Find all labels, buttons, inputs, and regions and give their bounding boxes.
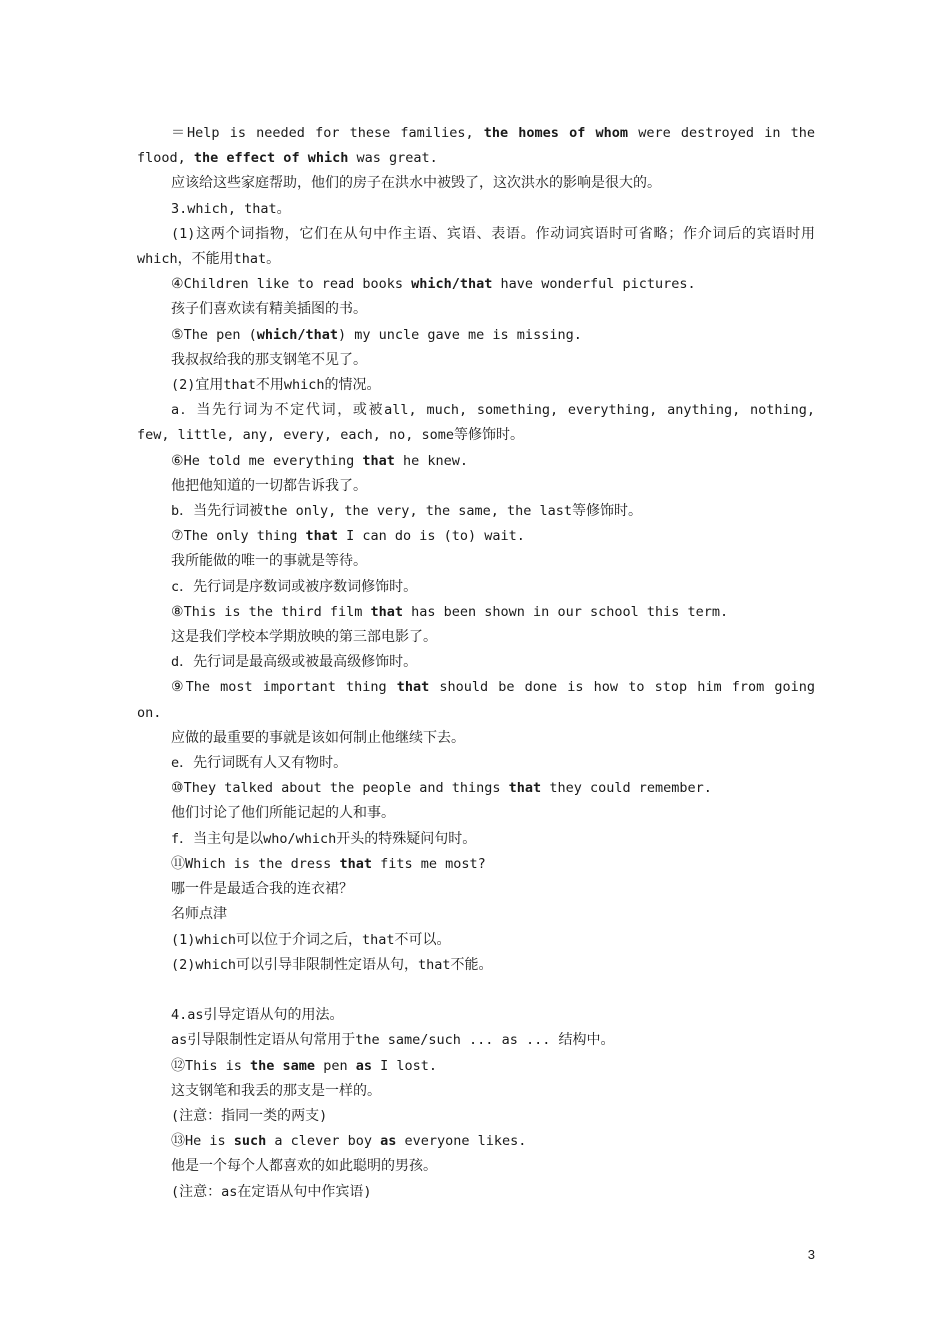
text-run: ．先行词是序数词或被序数词修饰时。 [179, 578, 418, 595]
text-line [137, 449, 815, 474]
text-run: This is [185, 1057, 251, 1074]
text-run: Help is needed for these families, [187, 125, 484, 141]
text-run: (2) [171, 377, 196, 394]
bold-keyword: such [233, 1133, 267, 1150]
text-run: ⑥ [171, 452, 184, 469]
text-line [137, 1003, 815, 1028]
text-run: 这支钢笔和我丢的那支是一样的。 [171, 1082, 381, 1099]
bold-keyword: the homes of whom [483, 125, 629, 141]
text-run: ⑫ [171, 1057, 185, 1074]
text-run: (2)which [171, 956, 237, 973]
text-run: ⑦ [171, 528, 184, 545]
text-line [137, 902, 815, 927]
text-run: 注意：指同一类的两支 [179, 1107, 320, 1124]
text-line [137, 575, 815, 600]
text-line [137, 1129, 815, 1154]
text-run: everyone likes. [396, 1133, 527, 1150]
text-run: they could remember. [541, 780, 712, 797]
bold-keyword: that [305, 528, 338, 545]
bold-keyword: that [370, 603, 404, 620]
text-line [137, 1104, 815, 1129]
bold-keyword: that [508, 780, 542, 797]
text-run: have wonderful pictures. [492, 276, 696, 293]
text-run: ④ [171, 276, 184, 293]
text-line [137, 928, 815, 953]
text-run: 注意： [179, 1183, 222, 1200]
text-run: ⑧ [171, 603, 184, 620]
text-run: 结构中。 [558, 1032, 615, 1049]
text-run: 3.which, that [171, 200, 277, 217]
text-line [137, 625, 815, 650]
text-run: 。 [266, 251, 281, 268]
text-run: 他是一个每个人都喜欢的如此聪明的男孩。 [171, 1158, 437, 1175]
text-run: Which is the dress [185, 855, 340, 872]
page-number: 3 [807, 1247, 815, 1262]
bold-keyword: that [396, 679, 430, 696]
text-run: e [171, 755, 180, 772]
text-run: 他把他知道的一切都告诉我了。 [171, 477, 367, 494]
text-line [137, 398, 815, 448]
bold-keyword: the effect of which [193, 150, 349, 167]
text-run: 4.as [171, 1007, 204, 1024]
text-run: ．当主句是以 [179, 830, 264, 847]
text-run: 宜用 [195, 377, 224, 394]
text-run: 应做的最重要的事就是该如何制止他继续下去。 [171, 729, 465, 746]
text-run: he knew. [394, 452, 469, 469]
text-run: ( [171, 1107, 180, 1124]
text-run: as [221, 1183, 238, 1200]
text-run: ．先行词是最高级或被最高级修饰时。 [179, 654, 418, 671]
text-run: 我所能做的唯一的事就是等待。 [171, 553, 367, 570]
text-run: 等修饰时。 [453, 427, 524, 444]
text-run: 不用 [255, 377, 284, 394]
text-line [137, 171, 815, 196]
text-run: which [283, 377, 325, 394]
text-run: ⑨ [171, 679, 186, 696]
text-run: (1) [171, 225, 196, 242]
text-line [137, 549, 815, 574]
text-line [137, 272, 815, 297]
text-run: ．当先行词被 [179, 503, 264, 520]
text-line [137, 373, 815, 398]
text-run: 这两个词指物，它们在从句中作主语、宾语、表语。作动词宾语时可省略；作介词后的宾语时用 [195, 225, 815, 242]
text-run: the only, the very, the same, the last [263, 503, 572, 520]
text-run: The most important thing [185, 679, 397, 696]
text-run: that [233, 251, 267, 268]
text-line [137, 323, 815, 348]
text-line [137, 121, 815, 171]
text-run: 在定语从句中作宾语 [237, 1183, 364, 1200]
bold-keyword: as [380, 1133, 397, 1150]
text-line [137, 1054, 815, 1079]
text-run: 可以位于介词之后， [236, 931, 363, 948]
text-run: He told me everything [183, 452, 363, 469]
text-run: The pen ( [183, 326, 257, 343]
body-text [137, 121, 815, 1205]
text-run: 不可以。 [394, 931, 451, 948]
text-line [137, 953, 815, 978]
text-run: 开头的特殊疑问句时。 [336, 830, 477, 847]
text-line [137, 197, 815, 222]
text-run: 不能。 [450, 956, 493, 973]
text-run: fits me most? [371, 855, 486, 872]
text-run: 这是我们学校本学期放映的第三部电影了。 [171, 629, 437, 646]
text-line [137, 297, 815, 322]
text-line [137, 801, 815, 826]
text-line [137, 1079, 815, 1104]
text-run: ( [171, 1183, 180, 1200]
text-run: that [223, 377, 256, 394]
text-run: b [171, 503, 180, 520]
text-run: that [418, 956, 451, 973]
text-run: The only thing [183, 528, 306, 545]
text-run: ⑤ [171, 326, 184, 343]
text-line [137, 474, 815, 499]
text-run: ，不能用 [177, 251, 234, 268]
text-run: I can do is (to) wait. [338, 528, 525, 545]
text-line [137, 600, 815, 625]
text-line [137, 675, 815, 725]
text-run: ⑪ [171, 855, 185, 872]
text-line [137, 1028, 815, 1053]
bold-keyword: as [355, 1057, 372, 1074]
text-run: Children like to read books [183, 276, 412, 293]
text-run: They talked about the people and things [183, 780, 509, 797]
text-run: the same/such ... as ... [355, 1032, 559, 1049]
text-run: 哪一件是最适合我的连衣裙？ [171, 881, 353, 898]
text-run: all, much, something, everything, anything, nothing, few, little, any, every, each, no, some [137, 402, 816, 444]
text-run: ⑬ [171, 1133, 185, 1150]
text-run: pen [315, 1057, 356, 1074]
text-run: He is [185, 1133, 234, 1150]
text-run: a clever boy [266, 1133, 381, 1150]
bold-keyword: the same [250, 1057, 316, 1074]
text-run: ) [319, 1107, 328, 1124]
bold-keyword: which/that [256, 326, 338, 343]
blank-line [137, 978, 815, 1003]
text-run: has been shown in our school this term. [403, 603, 729, 620]
text-run: This is the third film [183, 603, 371, 620]
bold-keyword: which/that [411, 276, 493, 293]
text-run: which [137, 251, 178, 268]
text-run: was great. [348, 150, 438, 167]
text-run: ．先行词既有人又有物时。 [179, 755, 348, 772]
text-line [137, 222, 815, 272]
text-run: ＝ [171, 125, 188, 141]
text-line [137, 1180, 815, 1205]
text-run: 我叔叔给我的那支钢笔不见了。 [171, 351, 367, 368]
text-run: d [171, 654, 180, 671]
text-line [137, 650, 815, 675]
text-run: 应该给这些家庭帮助，他们的房子在洪水中被毁了，这次洪水的影响是很大的。 [171, 175, 661, 192]
text-run: 他们讨论了他们所能记起的人和事。 [171, 805, 395, 822]
text-line [137, 499, 815, 524]
text-run: ) my uncle gave me is missing. [338, 326, 582, 343]
text-run: should be done is how to stop him from going on. [137, 679, 815, 721]
text-run: f [171, 830, 180, 847]
text-run: 的情况。 [324, 377, 381, 394]
bold-keyword: that [362, 452, 395, 469]
text-run: a [171, 402, 180, 419]
text-run: 。 [276, 200, 291, 217]
text-run: who/which [263, 830, 337, 847]
text-run: ．当先行词为不定代词，或被 [179, 402, 385, 419]
text-run: 名师点津 [171, 906, 227, 923]
text-run: 孩子们喜欢读有精美插图的书。 [171, 301, 367, 318]
text-line [137, 852, 815, 877]
text-run: were destroyed in the flood, [137, 125, 816, 167]
text-run: 引导限制性定语从句常用于 [187, 1032, 356, 1049]
text-run: 等修饰时。 [572, 503, 642, 520]
bold-keyword: that [339, 855, 372, 872]
text-line [137, 776, 815, 801]
text-line [137, 877, 815, 902]
text-line [137, 726, 815, 751]
text-run: that [362, 931, 395, 948]
text-run: (1)which [171, 931, 237, 948]
text-line [137, 751, 815, 776]
text-line [137, 1154, 815, 1179]
text-run: I lost. [371, 1057, 437, 1074]
text-line [137, 827, 815, 852]
text-run: as [171, 1032, 188, 1049]
text-line [137, 348, 815, 373]
text-line [137, 524, 815, 549]
text-run: ⑩ [171, 780, 184, 797]
text-run: 可以引导非限制性定语从句， [236, 956, 419, 973]
text-run: 引导定语从句的用法。 [203, 1007, 344, 1024]
text-run: c [171, 578, 180, 595]
text-run: ) [363, 1183, 372, 1200]
